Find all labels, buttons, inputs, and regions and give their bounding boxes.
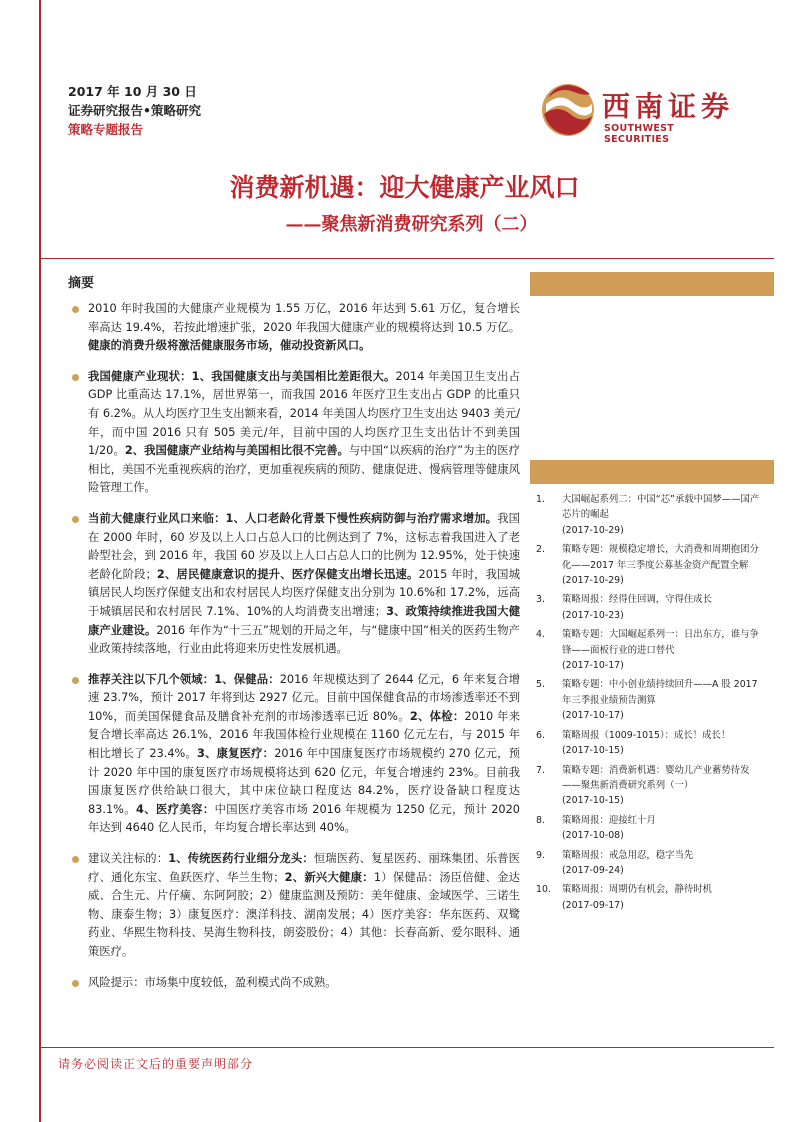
- related-report-item[interactable]: [536, 492, 768, 538]
- abstract-paragraph: 风险提示：市场集中度较低，盈利模式尚不成熟。: [70, 974, 520, 993]
- related-report-item[interactable]: [536, 542, 768, 588]
- abstract-paragraph: 建议关注标的：1、传统医药行业细分龙头：恒瑞医药、复星医药、丽珠集团、乐普医疗、通化东宝、鱼跃医疗、华兰生物；2、新兴大健康：1）保健品：汤臣倍健、金达威、合生元、片仔癀、东阿阿胶；2）健康监测及预防：美年健康、金域医学、三诺生物、康泰生物；3）康复医疗：澳洋科技、湖南发展；4）医疗美容：华东医药、双鹭药业、华熙生物科技、昊海生物科技，朗姿股份；4）其他：长春高新、爱尔眼科、通策医疗。: [70, 850, 520, 962]
- related-report-number: 6.: [536, 729, 545, 741]
- related-report-item[interactable]: [536, 813, 768, 844]
- report-date: 2017 年 10 月 30 日: [68, 84, 197, 99]
- related-report-number: 5.: [536, 679, 545, 691]
- related-report-number: 9.: [536, 849, 545, 861]
- related-report-item[interactable]: [536, 882, 768, 913]
- related-report-item[interactable]: [536, 592, 768, 623]
- abstract-paragraph: 2010 年时我国的大健康产业规模为 1.55 万亿，2016 年达到 5.61 万亿，复合增长率高达 19.4%，若按此增速扩张，2020 年我国大健康产业的规模将达到 10.5 万亿。健康的消费升级将激活健康服务市场，催动投资新风口。: [70, 300, 520, 356]
- related-report-title: 策略周报：周期仍有机会，静待时机: [562, 884, 713, 896]
- page-title: 消费新机遇：迎大健康产业风口: [229, 173, 580, 202]
- related-report-date: (2017-10-29): [562, 575, 624, 587]
- bullet-icon: [72, 374, 79, 381]
- abstract-body: [70, 300, 520, 1004]
- abstract-paragraph: 当前大健康行业风口来临：1、人口老龄化背景下慢性疾病防御与治疗需求增加。我国在 2000 年时，60 岁及以上人口占总人口的比例达到了 7%，这标志着我国进入了老龄型社会，到 2016 年，我国 60 岁及以上人口占总人口的比例为 12.95%，处于快速老龄化阶段；2、居民健康意识的提升、医疗保健支出增长迅速。2015 年时，我国城镇居民人均医疗保健支出和农村居民人均医疗保健支出分别为 10.6%和 17.2%，远高于城镇居民和农村居民 7.1%、10%的人均消费支出增速；3、政策持续推进我国大健康产业建设。2016 年作为“十三五”规划的开局之年，与“健康中国”相关的医药生物产业政策持续落地，行业由此将迎来历史性发展机遇。: [70, 510, 520, 659]
- logo-english-name: SOUTHWEST SECURITIES: [604, 123, 675, 145]
- bullet-icon: [72, 856, 79, 863]
- analyst-section-band: [530, 272, 774, 296]
- related-report-date: (2017-10-29): [562, 524, 624, 536]
- related-report-number: 8.: [536, 814, 545, 826]
- related-report-number: 7.: [536, 764, 545, 776]
- header-divider: [40, 258, 774, 259]
- footer-disclaimer: 请务必阅读正文后的重要声明部分: [58, 1057, 254, 1071]
- related-report-item[interactable]: [536, 627, 768, 673]
- logo-chinese-name: 西南证券: [602, 90, 735, 123]
- bullet-icon: [72, 980, 79, 987]
- related-report-date: (2017-10-23): [562, 609, 624, 621]
- related-report-title: 大国崛起系列二：中国“芯”承载中国梦——国产芯片的崛起: [562, 494, 760, 521]
- related-report-title: 策略专题：中小创业绩持续回升——A 股 2017 年三季报业绩预告测算: [562, 679, 758, 706]
- related-report-title: 策略周报：经得住回调，守得住成长: [562, 594, 713, 606]
- related-report-number: 3.: [536, 594, 545, 606]
- related-research-band: [530, 460, 774, 484]
- related-report-number: 2.: [536, 544, 545, 556]
- related-report-title: 策略周报：迎接红十月: [562, 814, 656, 826]
- related-report-date: (2017-09-17): [562, 899, 624, 911]
- related-report-title: 策略周报：戒急用忍，稳字当先: [562, 849, 694, 861]
- related-report-date: (2017-10-15): [562, 745, 624, 757]
- report-type: 策略专题报告: [68, 122, 144, 137]
- bullet-icon: [72, 306, 79, 313]
- related-report-date: (2017-10-17): [562, 710, 624, 722]
- related-report-date: (2017-10-15): [562, 795, 624, 807]
- page-subtitle: ——聚焦新消费研究系列（二）: [285, 214, 538, 235]
- abstract-paragraph: 我国健康产业现状：1、我国健康支出与美国相比差距很大。2014 年美国卫生支出占 GDP 比重高达 17.1%，居世界第一，而我国 2016 年医疗卫生支出占 GDP 的比重只有 6.2%。从人均医疗卫生支出额来看，2014 年美国人均医疗卫生支出达 9403 美元/年，而中国 2016 只有 505 美元/年，目前中国的人均医疗卫生支出估计不到美国 1/20。2、我国健康产业结构与美国相比很不完善。与中国“以疾病的治疗”为主的医疗相比，美国不光重视疾病的治疗，更加重视疾病的预防、健康促进、慢病管理等健康风险管理工作。: [70, 368, 520, 498]
- logo-emblem-icon: [540, 82, 596, 138]
- related-report-title: 策略专题：大国崛起系列一：日出东方，谁与争锋——面板行业的进口替代: [562, 629, 759, 656]
- report-meta: [68, 82, 201, 139]
- related-report-item[interactable]: [536, 763, 768, 809]
- bullet-icon: [72, 516, 79, 523]
- related-report-title: 策略专题：消费新机遇：婴幼儿产业蓄势待发——聚焦新消费研究系列（一）: [562, 764, 750, 791]
- related-report-item[interactable]: [536, 728, 768, 759]
- footer-divider: [40, 1047, 774, 1048]
- report-category: 证券研究报告•策略研究: [68, 103, 201, 118]
- related-report-item[interactable]: [536, 677, 768, 723]
- related-report-number: 10.: [536, 884, 551, 896]
- bullet-icon: [72, 677, 79, 684]
- related-report-title: 策略周报（1009-1015）：成长！成长！: [562, 729, 731, 741]
- company-logo: [540, 82, 740, 145]
- related-report-number: 1.: [536, 494, 545, 505]
- related-report-number: 4.: [536, 629, 545, 641]
- related-report-date: (2017-10-17): [562, 660, 624, 672]
- related-report-date: (2017-10-08): [562, 830, 624, 842]
- related-report-title: 策略专题：规模稳定增长，大消费和周期抱团分化——2017 年三季度公募基金资产配置全解: [562, 544, 759, 571]
- abstract-heading: 摘要: [68, 276, 95, 291]
- related-research-list: [536, 492, 768, 917]
- related-report-item[interactable]: [536, 848, 768, 879]
- abstract-paragraph: 推荐关注以下几个领域：1、保健品：2016 年规模达到了 2644 亿元，6 年来复合增速 23.7%，预计 2017 年将到达 2927 亿元。目前中国保健食品的市场渗透率还不到 10%，而美国保健食品及膳食补充剂的市场渗透率已近 80%。2、体检：2010 年来复合增长率高达 26.1%，2016 年我国体检行业规模在 1160 亿元左右，与 2015 年相比增长了 23.4%。3、康复医疗：2016 年中国康复医疗市场规模约 270 亿元，预计 2020 年中国的康复医疗市场规模将达到 620 亿元，年复合增速约 23%。目前我国康复医疗供给缺口很大，其中床位缺口程度达 84.2%，医疗设备缺口程度达 83.1%。4、医疗美容：中国医疗美容市场 2016 年规模为 1250 亿元，预计 2020 年达到 4640 亿人民币，年均复合增长率达到 40%。: [70, 671, 520, 838]
- related-report-date: (2017-09-24): [562, 864, 624, 876]
